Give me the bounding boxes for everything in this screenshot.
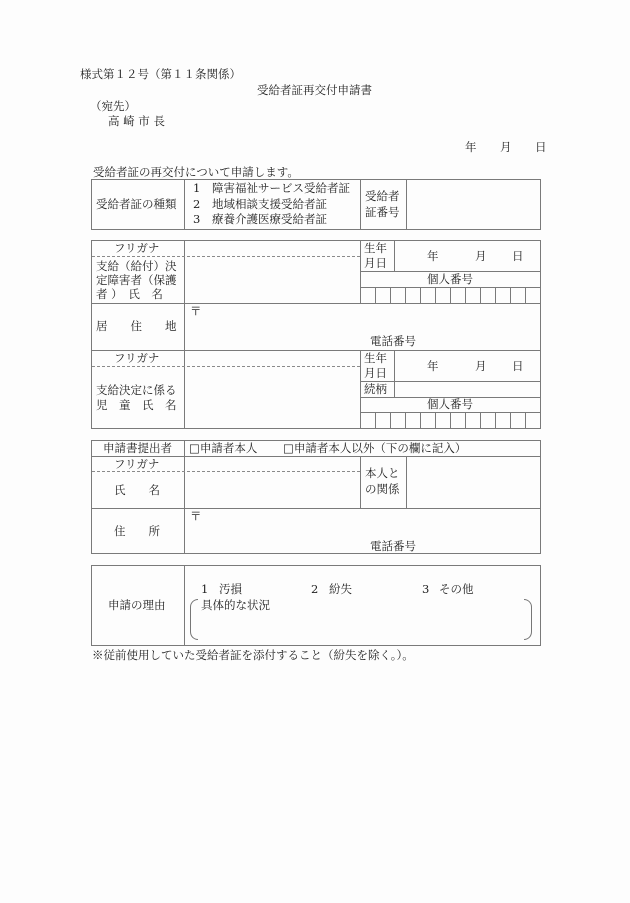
- recipient-name-label-1: 支給（給付）決: [96, 259, 177, 273]
- child-furigana-field[interactable]: [185, 351, 360, 366]
- certificate-number-label-2: 証番号: [365, 205, 400, 219]
- recipient-furigana-label: フリガナ: [114, 241, 160, 255]
- submitter-relation-field[interactable]: [407, 457, 540, 508]
- submitter-name-field[interactable]: [185, 472, 360, 508]
- submitter-phone-label: 電話番号: [370, 539, 416, 553]
- certificate-number-field[interactable]: [407, 180, 539, 229]
- addressee-label: （宛先）: [90, 99, 136, 113]
- recipient-name-label-2: 定障害者（保護: [96, 273, 177, 287]
- submitter-relation-label-2: の関係: [365, 482, 400, 496]
- recipient-birth-day: 日: [512, 249, 524, 263]
- certificate-type-label: 受給者証の種類: [96, 197, 177, 211]
- recipient-birth-year: 年: [427, 249, 439, 263]
- child-relation-field[interactable]: [395, 382, 540, 397]
- recipient-phone-label: 電話番号: [370, 334, 416, 348]
- recipient-birth-month: 月: [475, 249, 487, 263]
- submitter-furigana-field[interactable]: [185, 457, 360, 471]
- child-personal-number-grid[interactable]: [360, 412, 540, 428]
- date-day: 日: [535, 140, 547, 154]
- footnote: ※従前使用していた受給者証を添付すること（紛失を除く。）。: [92, 648, 414, 662]
- page-title: 受給者証再交付申請書: [257, 83, 372, 97]
- child-name-field[interactable]: [185, 367, 360, 428]
- reason-label: 申請の理由: [108, 598, 166, 612]
- child-birth-month: 月: [475, 359, 487, 373]
- reason-option-2-label[interactable]: 紛失: [329, 582, 352, 596]
- option-3-label[interactable]: 療養介護医療受給者証: [212, 212, 327, 226]
- certificate-number-label-1: 受給者: [365, 189, 400, 203]
- right-bracket-icon: [524, 599, 532, 640]
- child-birth-label-1: 生年: [364, 351, 387, 365]
- child-furigana-label: フリガナ: [114, 351, 160, 365]
- option-1-label[interactable]: 障害福祉サービス受給者証: [212, 181, 350, 195]
- submitter-address-field[interactable]: [185, 509, 540, 538]
- child-name-label-1: 支給決定に係る: [96, 383, 177, 397]
- recipient-name-label-3: 者 ） 氏 名: [96, 287, 163, 301]
- child-birth-year: 年: [427, 359, 439, 373]
- recipient-phone-field[interactable]: [420, 334, 538, 349]
- addressee: 高 崎 市 長: [108, 114, 165, 128]
- reason-detail-field[interactable]: [200, 614, 522, 640]
- date-year: 年: [465, 140, 477, 154]
- recipient-address-field[interactable]: [185, 304, 540, 334]
- reason-detail-label: 具体的な状況: [201, 598, 270, 612]
- submitter-option-self[interactable]: □申請者本人: [189, 441, 258, 455]
- child-name-label-2: 児 童 氏 名: [96, 398, 177, 412]
- form-number: 様式第１２号（第１１条関係）: [80, 67, 241, 81]
- recipient-postal-mark: 〒: [190, 304, 202, 318]
- child-birth-label-2: 月日: [364, 366, 387, 380]
- reason-option-1-label[interactable]: 汚損: [219, 582, 242, 596]
- submitter-furigana-label: フリガナ: [114, 457, 160, 471]
- reason-option-1-num: 1: [201, 582, 209, 596]
- submitter-name-label: 氏 名: [114, 483, 160, 497]
- recipient-personal-number-label: 個人番号: [427, 272, 473, 286]
- submitter-label: 申請書提出者: [103, 441, 172, 455]
- child-personal-number-label: 個人番号: [427, 397, 473, 411]
- option-1-num: 1: [193, 181, 201, 195]
- recipient-birth-label-2: 月日: [364, 256, 387, 270]
- reason-option-3-label[interactable]: その他: [439, 582, 474, 596]
- child-relation-label: 続柄: [364, 382, 387, 396]
- date-month: 月: [500, 140, 512, 154]
- submitter-address-label: 住 所: [114, 524, 160, 538]
- intro-text: 受給者証の再交付について申請します。: [93, 165, 299, 179]
- reason-option-2-num: 2: [311, 582, 319, 596]
- submitter-option-other[interactable]: □申請者本人以外（下の欄に記入）: [283, 441, 467, 455]
- recipient-furigana-field[interactable]: [185, 241, 360, 256]
- recipient-name-field[interactable]: [185, 257, 360, 303]
- submitter-phone-field[interactable]: [420, 539, 538, 553]
- child-birth-day: 日: [512, 359, 524, 373]
- recipient-birth-label-1: 生年: [364, 241, 387, 255]
- reason-option-3-num: 3: [422, 582, 430, 596]
- option-2-num: 2: [193, 197, 201, 211]
- left-bracket-icon: [190, 599, 198, 640]
- submitter-postal-mark: 〒: [190, 509, 202, 523]
- option-3-num: 3: [193, 212, 201, 226]
- option-2-label[interactable]: 地域相談支援受給者証: [212, 197, 327, 211]
- recipient-personal-number-grid[interactable]: [360, 287, 540, 303]
- submitter-relation-label-1: 本人と: [365, 466, 400, 480]
- recipient-address-label: 居 住 地: [96, 319, 177, 333]
